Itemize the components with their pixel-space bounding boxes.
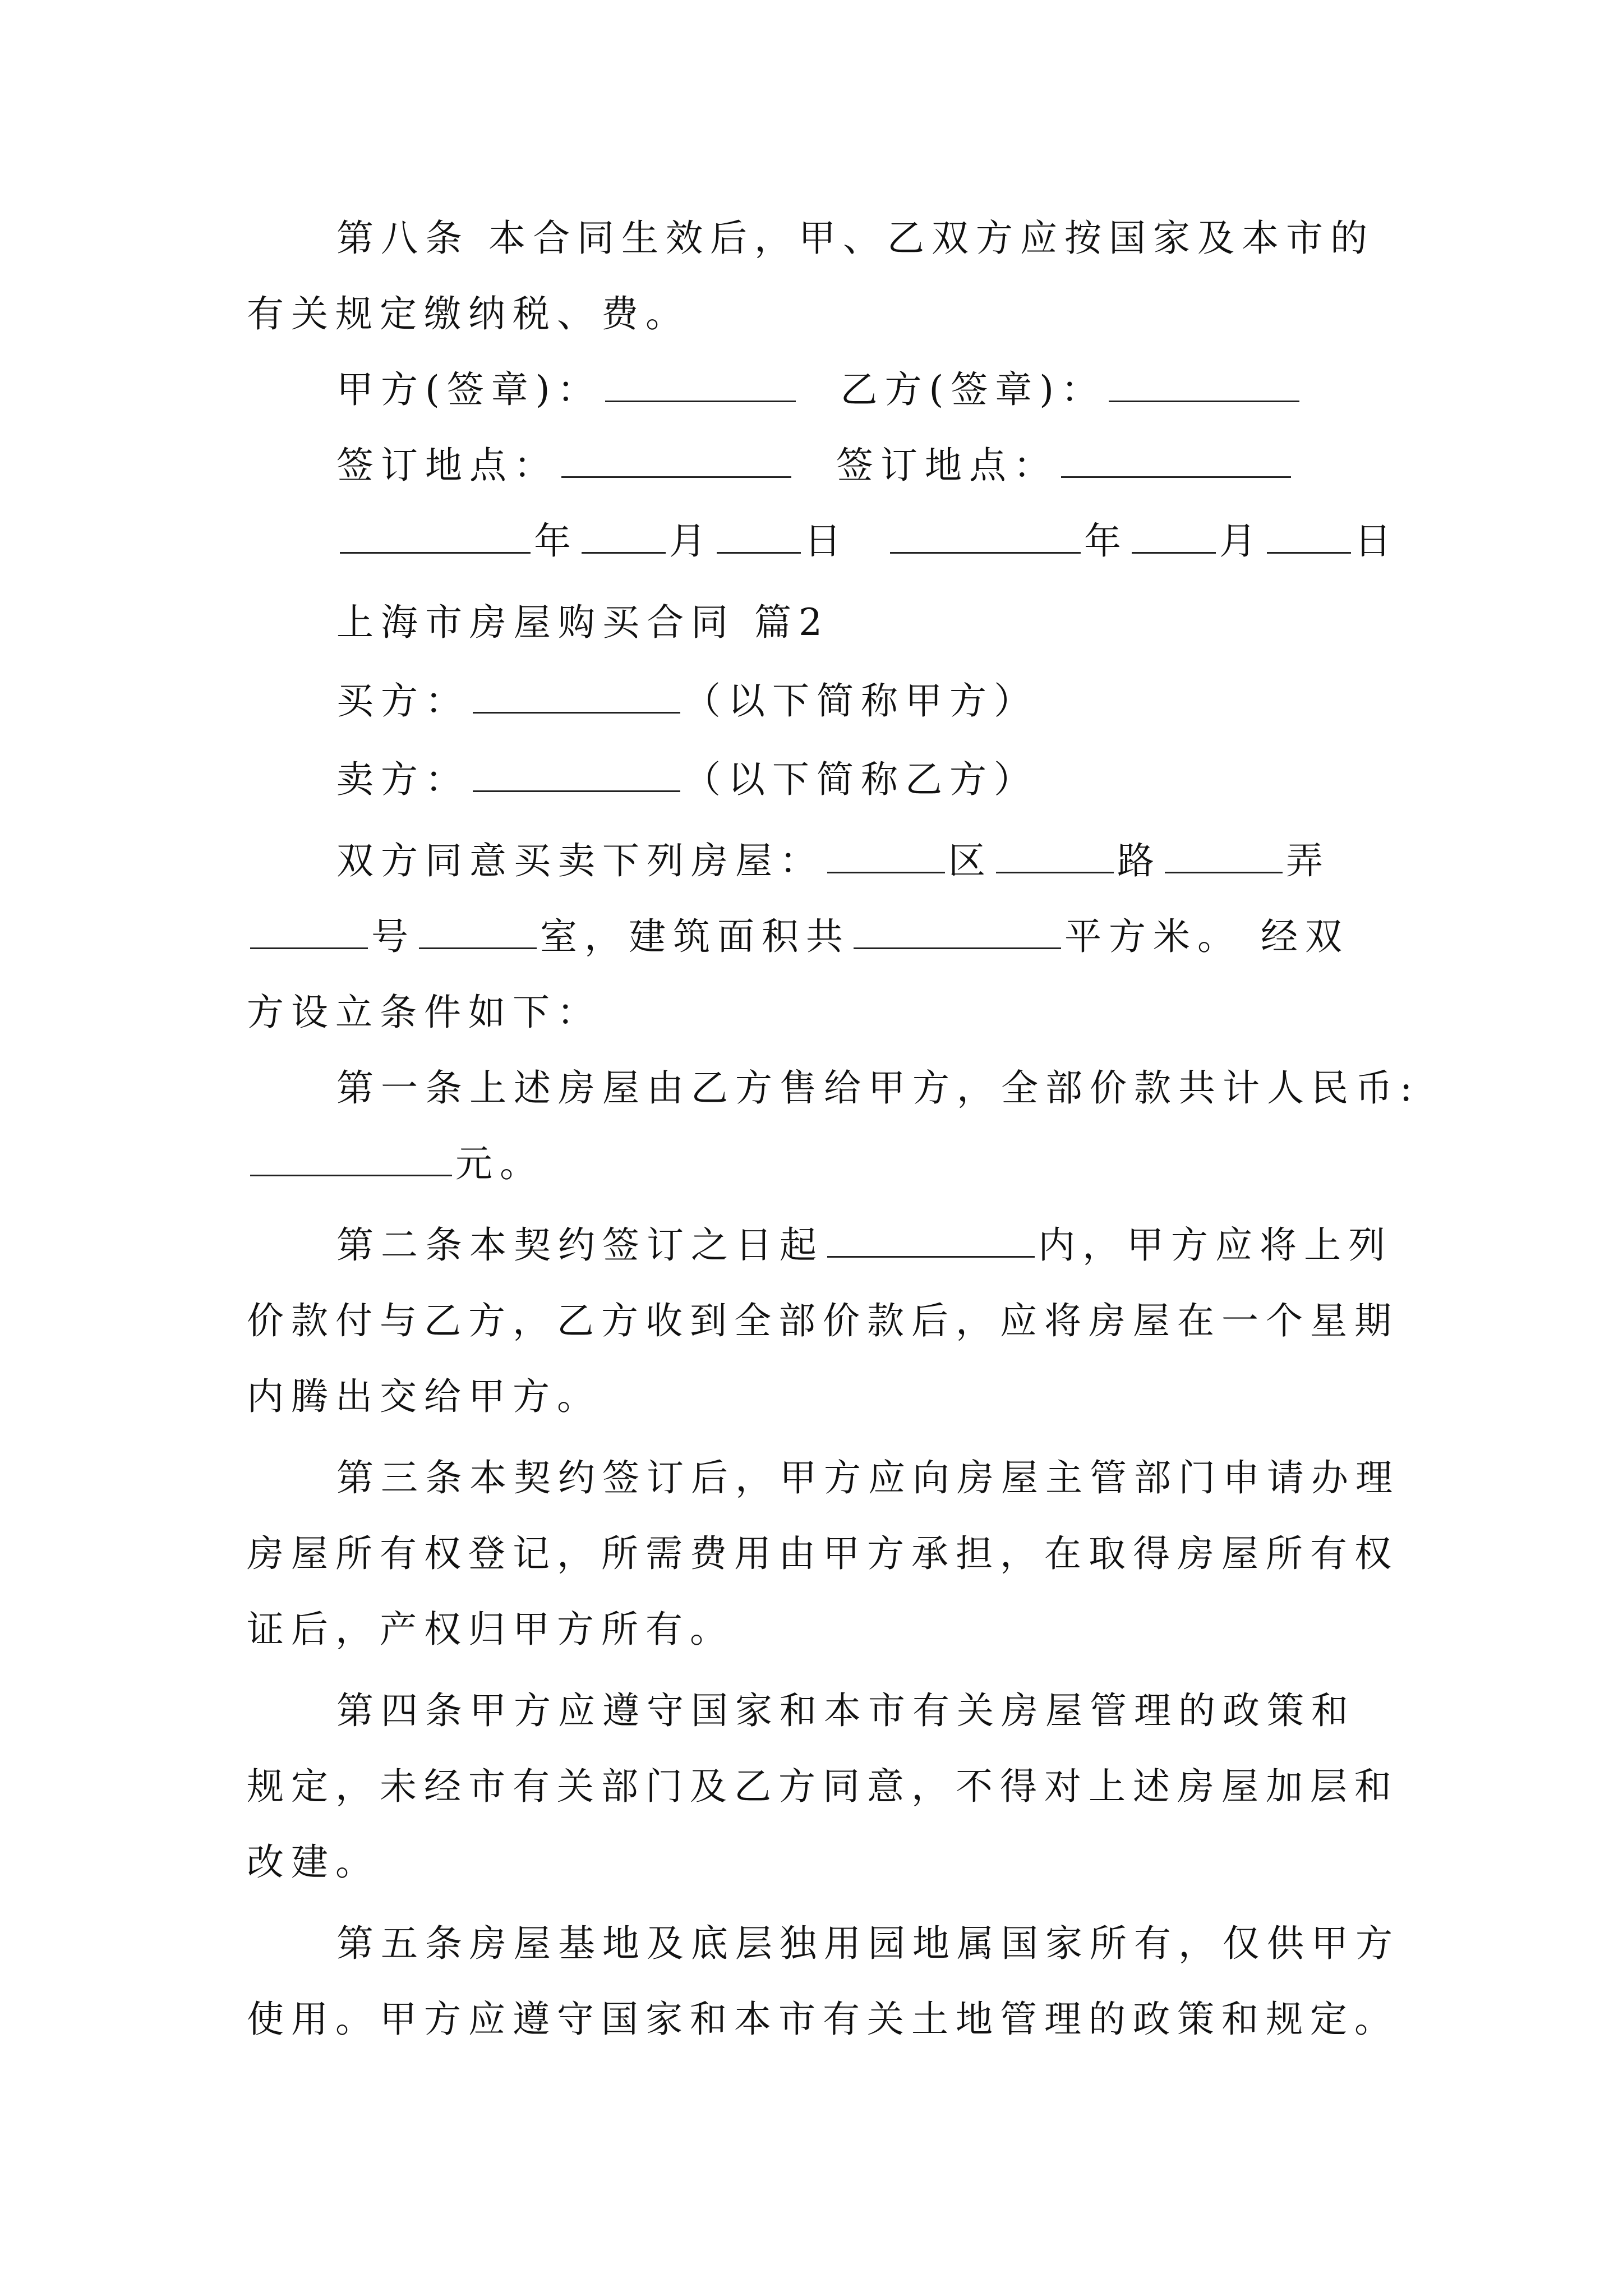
number-blank: [250, 910, 368, 949]
party-a-blank: [605, 364, 796, 402]
article8-line2: 有关规定缴纳税、费。: [247, 292, 690, 335]
article5-line1: 第五条房屋基地及底层独用园地属国家所有，仅供甲方: [336, 1922, 1400, 1965]
day-a-blank: [717, 515, 801, 554]
signature-row: [336, 362, 1303, 418]
seller-row: [336, 752, 1038, 808]
seller-label: 卖方：: [336, 758, 469, 801]
place-b-blank: [1061, 439, 1291, 478]
date-row: [336, 513, 1399, 569]
area-unit: 平方米。: [1064, 915, 1242, 958]
place-a-blank: [561, 439, 791, 478]
year-b-blank: [890, 515, 1081, 554]
property-line2: [247, 909, 1349, 965]
area-text: ，建筑面积共: [584, 915, 850, 958]
month-a: 月: [669, 519, 713, 563]
number-label: 号: [371, 915, 416, 958]
road-blank: [996, 835, 1114, 873]
seller-note: （以下简称乙方）: [684, 758, 1038, 801]
party-b-label: 乙方(签章)：: [840, 368, 1105, 411]
article2-text-b: 内，甲方应将上列: [1038, 1223, 1393, 1267]
room-label: 室: [540, 915, 584, 958]
district-blank: [827, 835, 945, 873]
article1-line2: [247, 1136, 544, 1192]
buyer-blank: [473, 675, 680, 714]
place-row: [336, 438, 1294, 494]
conditions-start: 经双: [1260, 915, 1349, 958]
property-line3: 方设立条件如下：: [247, 991, 601, 1034]
buyer-row: [336, 673, 1038, 729]
day-b: 日: [1354, 519, 1399, 563]
property-intro: 双方同意买卖下列房屋：: [336, 839, 824, 882]
article4-line3: 改建。: [247, 1841, 380, 1884]
road-label: 路: [1117, 839, 1161, 882]
article4-line1: 第四条甲方应遵守国家和本市有关房屋管理的政策和: [336, 1689, 1355, 1732]
lane-blank: [1165, 835, 1283, 873]
year-a: 年: [534, 519, 578, 563]
article2-text-a: 第二条本契约签订之日起: [336, 1223, 824, 1267]
price-unit: 元。: [455, 1142, 544, 1185]
article3-line1: 第三条本契约签订后，甲方应向房屋主管部门申请办理: [336, 1456, 1400, 1499]
year-a-blank: [340, 515, 531, 554]
section-title: 上海市房屋购买合同 篇2: [336, 601, 829, 644]
article8-line1: 第八条 本合同生效后，甲、乙双方应按国家及本市的: [336, 217, 1375, 260]
article3-line3: 证后，产权归甲方所有。: [247, 1608, 734, 1651]
party-a-label: 甲方(签章)：: [336, 368, 602, 411]
article1-line1: 第一条上述房屋由乙方售给甲方，全部价款共计人民币:: [336, 1066, 1420, 1110]
article4-line2: 规定，未经市有关部门及乙方同意，不得对上述房屋加层和: [247, 1765, 1399, 1808]
party-b-blank: [1109, 364, 1299, 402]
article5-line2: 使用。甲方应遵守国家和本市有关土地管理的政策和规定。: [247, 1998, 1399, 2041]
district-label: 区: [948, 839, 993, 882]
buyer-note: （以下简称甲方）: [684, 679, 1038, 723]
article2-line1: [336, 1217, 1393, 1273]
day-a: 日: [804, 519, 849, 563]
article2-line2: 价款付与乙方，乙方收到全部价款后，应将房屋在一个星期: [247, 1299, 1399, 1342]
period-blank: [827, 1219, 1035, 1258]
area-blank: [854, 910, 1061, 949]
month-b: 月: [1219, 519, 1264, 563]
place-a-label: 签订地点：: [336, 444, 558, 487]
seller-blank: [473, 753, 680, 792]
buyer-label: 买方：: [336, 679, 469, 723]
article3-line2: 房屋所有权登记，所需费用由甲方承担，在取得房屋所有权: [247, 1532, 1399, 1575]
property-line1: [336, 833, 1330, 889]
month-a-blank: [582, 515, 666, 554]
article2-line3: 内腾出交给甲方。: [247, 1375, 601, 1418]
month-b-blank: [1132, 515, 1216, 554]
day-b-blank: [1267, 515, 1351, 554]
year-b: 年: [1083, 519, 1128, 563]
price-blank: [250, 1138, 452, 1176]
place-b-label: 签订地点：: [836, 444, 1058, 487]
room-blank: [419, 910, 537, 949]
lane-label: 弄: [1286, 839, 1330, 882]
